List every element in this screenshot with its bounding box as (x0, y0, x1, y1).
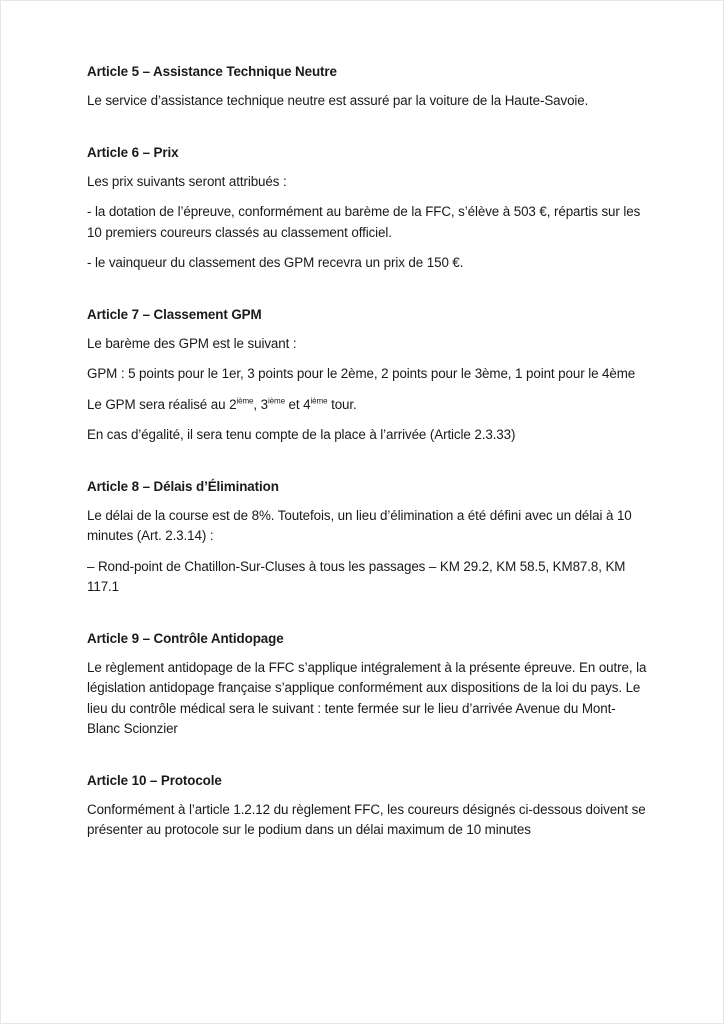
gpm-laps-mid-1: , 3 (253, 396, 268, 412)
article-8-heading: Article 8 – Délais d’Élimination (87, 478, 279, 494)
article-9-heading: Article 9 – Contrôle Antidopage (87, 630, 284, 646)
article-7 (87, 305, 647, 446)
article-6-heading: Article 6 – Prix (87, 144, 179, 160)
article-6 (87, 143, 647, 274)
article-7-gpm-laps (87, 395, 647, 416)
gpm-laps-suffix: tour. (327, 396, 357, 412)
article-7-heading: Article 7 – Classement GPM (87, 306, 262, 322)
article-6-intro: Les prix suivants seront attribués : (87, 173, 287, 189)
article-8-elimination-point: – Rond-point de Chatillon-Sur-Cluses à tous les passages – KM 29.2, KM 58.5, KM87.8, KM 117.1 (87, 558, 626, 594)
article-8-time-limit: Le délai de la course est de 8%. Toutefois, un lieu d’élimination a été défini avec un délai à 10 minutes (Art. 2.3.14) : (87, 507, 632, 543)
article-9-paragraph: Le règlement antidopage de la FFC s’applique intégralement à la présente épreuve. En outre, la législation antidopage française s’applique conformément aux dispositions de la loi du pays. Le lieu du contrôle médical sera le suivant : tente fermée sur le lieu d’arrivée Avenue du Mont-Blanc Scionzier (87, 659, 647, 736)
article-10 (87, 771, 647, 841)
article-7-intro: Le barème des GPM est le suivant : (87, 335, 297, 351)
gpm-laps-sup-1: ième (236, 396, 254, 406)
gpm-laps-mid-2: et 4 (284, 396, 311, 412)
article-10-paragraph: Conformément à l’article 1.2.12 du règlement FFC, les coureurs désignés ci-dessous doivent se présenter au protocole sur le podium dans un délai maximum de 10 minutes (87, 801, 646, 837)
article-6-prize-allocation: - la dotation de l’épreuve, conformément au barème de la FFC, s’élève à 503 €, répartis sur les 10 premiers coureurs classés au classement officiel. (87, 204, 641, 240)
article-7-tie-rule: En cas d’égalité, il sera tenu compte de la place à l’arrivée (Article 2.3.33) (87, 427, 516, 442)
document-body (87, 62, 647, 841)
article-5 (87, 62, 647, 112)
article-10-heading: Article 10 – Protocole (87, 772, 222, 788)
gpm-laps-prefix: Le GPM sera réalisé au 2 (87, 396, 237, 412)
article-5-heading: Article 5 – Assistance Technique Neutre (87, 64, 337, 79)
article-9 (87, 629, 647, 740)
article-5-paragraph: Le service d’assistance technique neutre est assuré par la voiture de la Haute-Savoie. (87, 93, 589, 108)
article-8 (87, 477, 647, 598)
gpm-laps-sup-3: ième (310, 396, 328, 406)
article-6-gpm-prize: - le vainqueur du classement des GPM recevra un prix de 150 €. (87, 255, 464, 270)
gpm-laps-sup-2: ième (267, 396, 285, 406)
article-7-points-scale: GPM : 5 points pour le 1er, 3 points pour le 2ème, 2 points pour le 3ème, 1 point pour le 4ème (87, 366, 636, 381)
